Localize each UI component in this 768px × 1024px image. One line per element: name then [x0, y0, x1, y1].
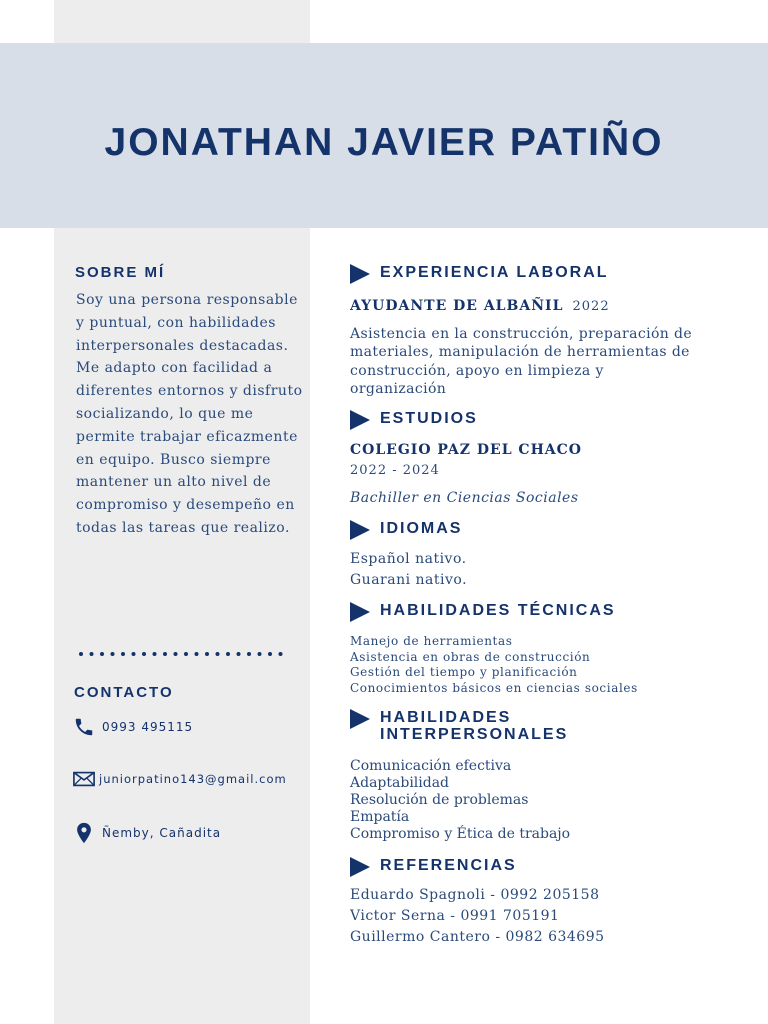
- about-heading: SOBRE MÍ: [75, 264, 166, 281]
- contact-location: [73, 822, 221, 844]
- experience-heading: [350, 264, 609, 284]
- studies-degree: Bachiller en Ciencias Sociales: [350, 490, 579, 506]
- technical-skill-item: Asistencia en obras de construcción: [350, 650, 591, 664]
- experience-description: Asistencia en la construcción, preparación de materiales, manipulación de herramientas de construcción, apoyo en limpieza y organización: [350, 326, 693, 397]
- interpersonal-skills-heading: [350, 709, 568, 743]
- location-pin-icon: [73, 822, 95, 844]
- technical-skills-heading-text: HABILIDADES TÉCNICAS: [380, 602, 616, 619]
- interpersonal-skill-item: Compromiso y Ética de trabajo: [350, 826, 571, 842]
- triangle-bullet-icon: [350, 520, 370, 540]
- interpersonal-skill-item: Adaptabilidad: [350, 775, 450, 791]
- about-text: Soy una persona responsable y puntual, con habilidades interpersonales destacadas. Me adapto con facilidad a diferentes entornos y disfruto socializando, lo que me permite trabajar eficazmente en equipo. Busco siempre mantener un alto nivel de compromiso y desempeño en todas las tareas que realizo.: [76, 292, 303, 536]
- technical-skills-heading: [350, 602, 616, 622]
- interpersonal-heading-line2: INTERPERSONALES: [380, 726, 569, 743]
- phone-value[interactable]: 0993 495115: [102, 720, 194, 734]
- contact-phone: [73, 716, 193, 738]
- technical-skill-item: Conocimientos básicos en ciencias sociales: [350, 681, 638, 695]
- technical-skill-item: Manejo de herramientas: [350, 634, 513, 648]
- mail-icon: [73, 768, 95, 790]
- reference-item: Eduardo Spagnoli - 0992 205158: [350, 887, 600, 903]
- studies-heading-text: ESTUDIOS: [380, 410, 478, 427]
- studies-heading: [350, 410, 478, 430]
- reference-item: Victor Serna - 0991 705191: [350, 908, 560, 924]
- interpersonal-skill-item: Resolución de problemas: [350, 792, 529, 808]
- contact-email: [73, 768, 287, 790]
- languages-heading: [350, 520, 462, 540]
- languages-heading-text: IDIOMAS: [380, 520, 463, 537]
- studies-years: 2022 - 2024: [350, 463, 440, 478]
- contact-heading: CONTACTO: [74, 684, 174, 701]
- email-value[interactable]: juniorpatino143@gmail.com: [99, 772, 287, 786]
- interpersonal-heading-line1: HABILIDADES: [380, 709, 512, 726]
- phone-icon: [73, 716, 95, 738]
- experience-role-line: [350, 295, 610, 314]
- triangle-bullet-icon: [350, 602, 370, 622]
- language-item: Guarani nativo.: [350, 572, 468, 588]
- triangle-bullet-icon: [350, 857, 370, 877]
- experience-role: AYUDANTE DE ALBAÑIL: [350, 298, 564, 314]
- triangle-bullet-icon: [350, 264, 370, 284]
- triangle-bullet-icon: [350, 410, 370, 430]
- reference-item: Guillermo Cantero - 0982 634695: [350, 929, 605, 945]
- technical-skill-item: Gestión del tiempo y planificación: [350, 665, 578, 679]
- triangle-bullet-icon: [350, 709, 370, 729]
- studies-school: COLEGIO PAZ DEL CHACO: [350, 442, 582, 458]
- experience-heading-text: EXPERIENCIA LABORAL: [380, 264, 609, 281]
- location-value: Ñemby, Cañadita: [102, 826, 222, 840]
- candidate-name: JONATHAN JAVIER PATIÑO: [104, 121, 664, 164]
- references-heading: [350, 857, 517, 877]
- interpersonal-skill-item: Comunicación efectiva: [350, 758, 512, 774]
- interpersonal-skills-heading-text: [380, 709, 568, 743]
- experience-year: 2022: [572, 299, 610, 314]
- references-heading-text: REFERENCIAS: [380, 857, 517, 874]
- dotted-divider: [78, 649, 288, 659]
- language-item: Español nativo.: [350, 551, 467, 567]
- interpersonal-skill-item: Empatía: [350, 809, 410, 825]
